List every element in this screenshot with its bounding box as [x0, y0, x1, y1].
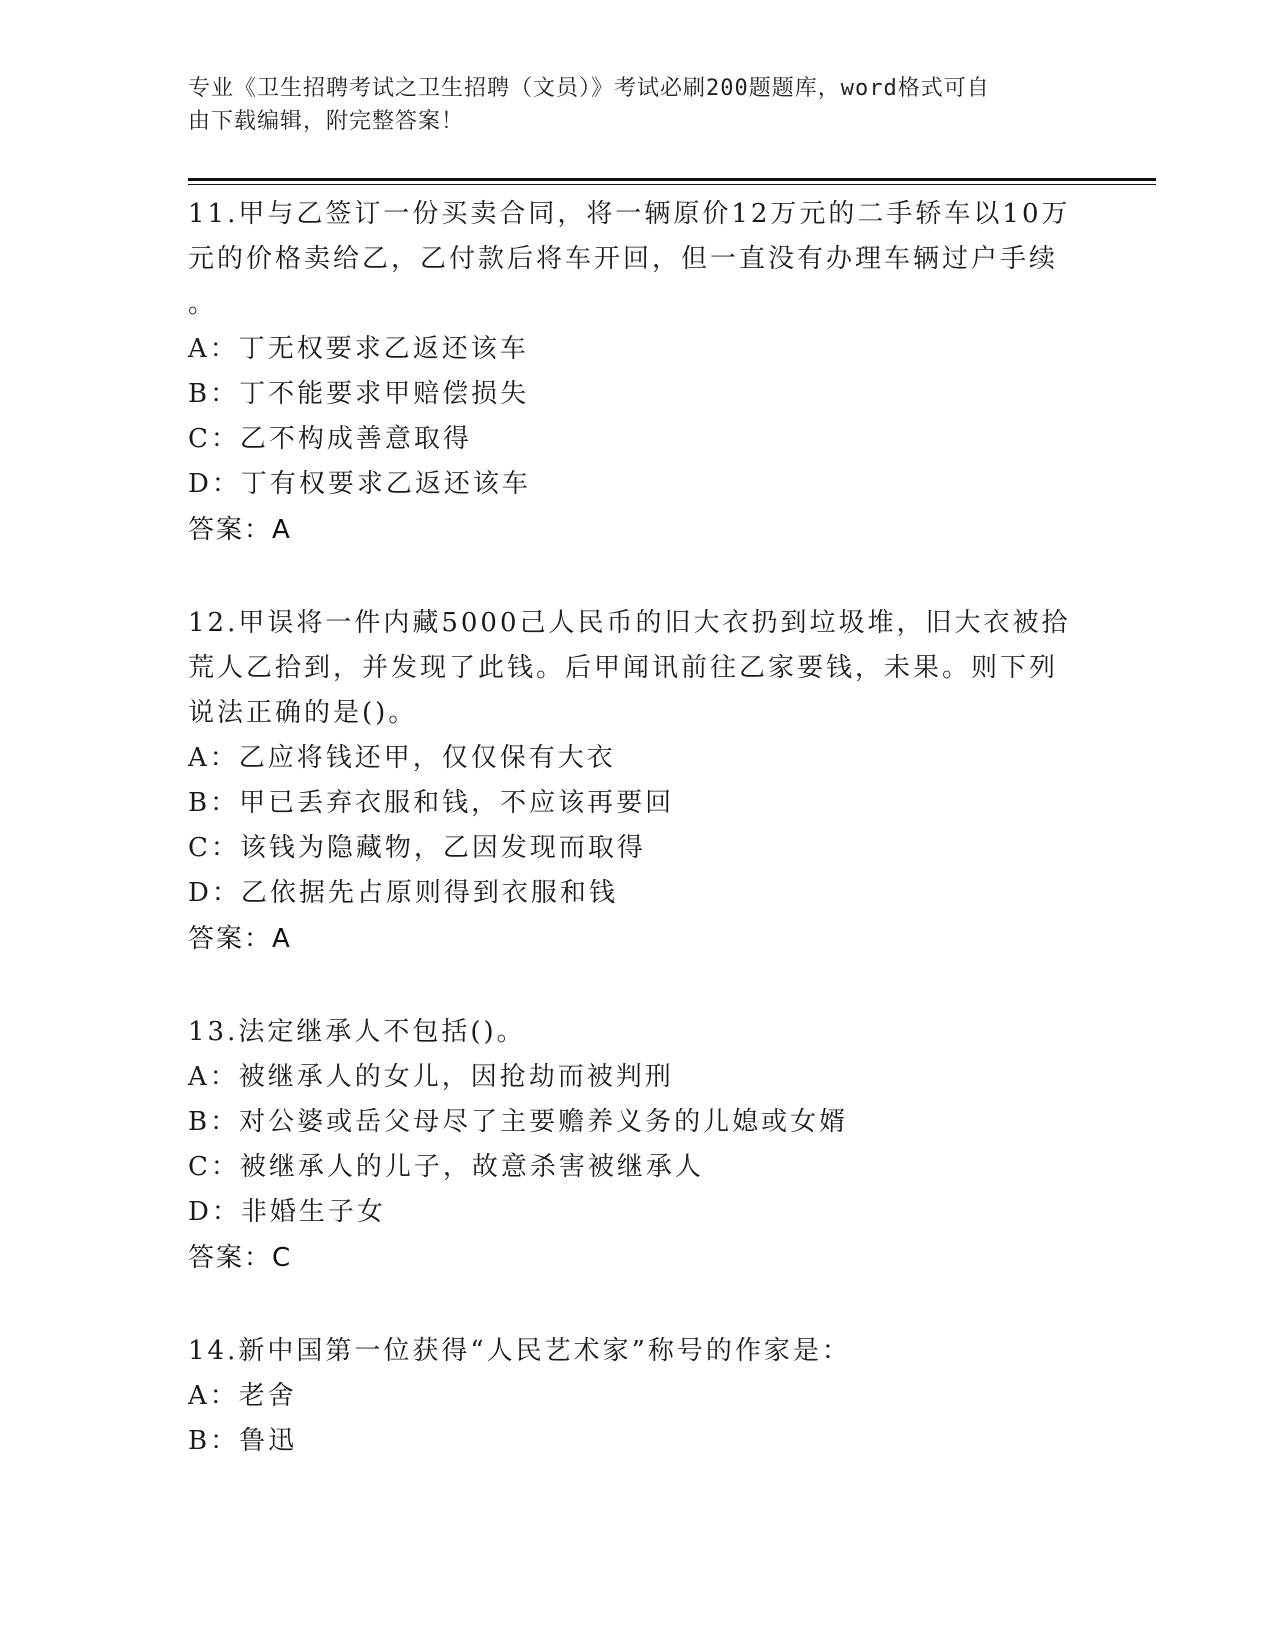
answer-line: 答案：C	[188, 1243, 293, 1273]
answer-line: 答案：A	[188, 515, 292, 545]
header-line-1: 专业《卫生招聘考试之卫生招聘（文员）》考试必刷200题题库，word格式可自	[188, 76, 990, 101]
stem-line: 元的价格卖给乙，乙付款后将车开回，但一直没有办理车辆过户手续	[188, 244, 1059, 274]
option-c: C：乙不构成善意取得	[188, 424, 472, 454]
header-line-2: 由下载编辑，附完整答案！	[188, 109, 465, 134]
question-spacer	[188, 553, 1088, 596]
answer-line: 答案：A	[188, 924, 292, 954]
question-stem	[188, 187, 1088, 327]
question-stem	[188, 1005, 1088, 1055]
option-d: D：非婚生子女	[188, 1197, 386, 1227]
stem-line: 12.甲误将一件内藏5000己人民币的旧大衣扔到垃圾堆，旧大衣被拾	[188, 608, 1071, 638]
option-a: A：老舍	[188, 1381, 297, 1411]
question-stem	[188, 596, 1088, 736]
stem-line: 荒人乙拾到，并发现了此钱。后甲闻讯前往乙家要钱，未果。则下列	[188, 653, 1059, 683]
stem-line: 13.法定继承人不包括()。	[188, 1017, 526, 1047]
option-b: B：鲁迅	[188, 1426, 298, 1456]
option-a: A：被继承人的女儿，因抢劫而被判刑	[188, 1062, 674, 1092]
stem-line: 14.新中国第一位获得“人民艺术家”称号的作家是：	[188, 1336, 851, 1366]
option-a: A：乙应将钱还甲，仅仅保有大衣	[188, 743, 616, 773]
question-list	[188, 187, 1088, 1464]
stem-line: 11.甲与乙签订一份买卖合同，将一辆原价12万元的二手轿车以10万	[188, 199, 1071, 229]
question-13	[188, 1005, 1088, 1281]
question-stem	[188, 1324, 1088, 1374]
option-c: C：被继承人的儿子，故意杀害被继承人	[188, 1152, 704, 1182]
question-spacer	[188, 1281, 1088, 1324]
header-rule-thin	[188, 184, 1156, 185]
stem-line: 。	[188, 289, 218, 319]
document-header	[188, 72, 1068, 138]
option-d: D：丁有权要求乙返还该车	[188, 469, 531, 499]
option-d: D：乙依据先占原则得到衣服和钱	[188, 878, 618, 908]
header-rule-thick	[188, 178, 1156, 181]
question-11	[188, 187, 1088, 553]
option-b: B：丁不能要求甲赔偿损失	[188, 379, 530, 409]
option-a: A：丁无权要求乙返还该车	[188, 334, 529, 364]
question-12	[188, 596, 1088, 962]
option-b: B：对公婆或岳父母尽了主要赡养义务的儿媳或女婿	[188, 1107, 849, 1137]
question-14	[188, 1324, 1088, 1464]
question-spacer	[188, 962, 1088, 1005]
option-b: B：甲已丢弃衣服和钱，不应该再要回	[188, 788, 675, 818]
stem-line: 说法正确的是()。	[188, 698, 418, 728]
option-c: C：该钱为隐藏物，乙因发现而取得	[188, 833, 646, 863]
